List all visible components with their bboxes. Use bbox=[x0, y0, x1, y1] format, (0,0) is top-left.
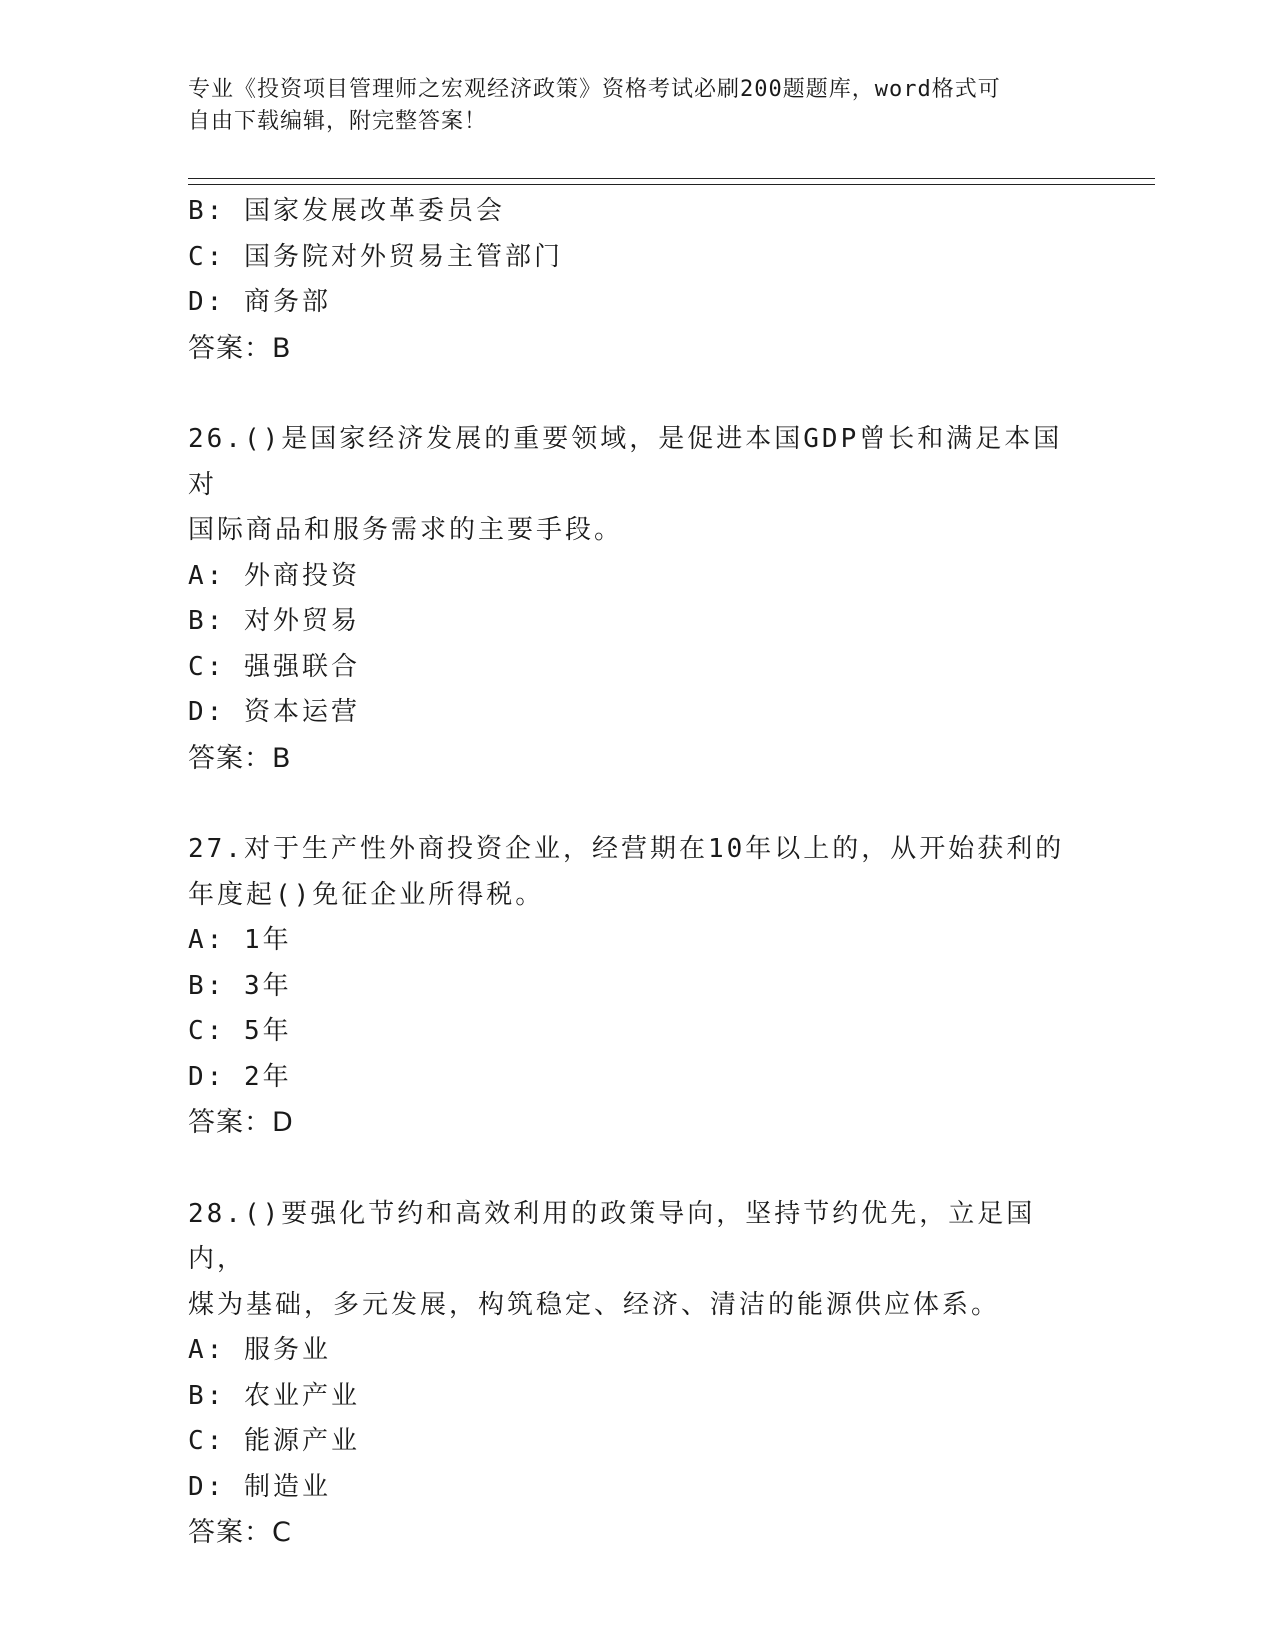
answer-line: 答案：B bbox=[188, 332, 292, 364]
document-header bbox=[188, 74, 1068, 138]
header-line-1: 专业《投资项目管理师之宏观经济政策》资格考试必刷200题题库，word格式可 bbox=[188, 77, 1001, 102]
option-b: B: 国家发展改革委员会 bbox=[188, 196, 505, 226]
question-stem-line-2: 煤为基础，多元发展，构筑稳定、经济、清洁的能源供应体系。 bbox=[188, 1289, 1001, 1320]
answer-line: 答案：B bbox=[188, 742, 292, 774]
option-d: D: 商务部 bbox=[188, 287, 331, 317]
question-stem-line-1: 27.对于生产性外商投资企业，经营期在10年以上的，从开始获利的 bbox=[188, 834, 1065, 864]
option-a: A: 1年 bbox=[188, 925, 292, 955]
option-b: B: 农业产业 bbox=[188, 1380, 360, 1411]
answer-line: 答案：C bbox=[188, 1517, 292, 1548]
option-b: B: 对外贸易 bbox=[188, 606, 360, 636]
question-stem-line-1: 28.()要强化节约和高效利用的政策导向，坚持节约优先，立足国内， bbox=[188, 1198, 1036, 1274]
option-b: B: 3年 bbox=[188, 970, 292, 1001]
option-a: A: 外商投资 bbox=[188, 560, 360, 591]
option-d: D: 资本运营 bbox=[188, 697, 360, 727]
header-divider-bottom bbox=[188, 184, 1155, 185]
question-stem-line-2: 国际商品和服务需求的主要手段。 bbox=[188, 515, 624, 545]
header-line-2: 自由下载编辑，附完整答案！ bbox=[188, 109, 488, 134]
option-a: A: 服务业 bbox=[188, 1335, 331, 1365]
question-27 bbox=[188, 827, 1088, 1146]
question-25 bbox=[188, 189, 1088, 371]
option-c: C: 强强联合 bbox=[188, 651, 360, 682]
question-stem-line-1: 26.()是国家经济发展的重要领域，是促进本国GDP曾长和满足本国对 bbox=[188, 424, 1063, 500]
question-list bbox=[188, 189, 1088, 1556]
spacer bbox=[188, 781, 1088, 827]
option-c: C: 能源产业 bbox=[188, 1426, 360, 1456]
option-d: D: 制造业 bbox=[188, 1471, 331, 1502]
spacer bbox=[188, 1146, 1088, 1192]
header-divider-top bbox=[188, 178, 1155, 179]
question-28 bbox=[188, 1192, 1088, 1556]
option-c: C: 5年 bbox=[188, 1016, 292, 1046]
answer-line: 答案：D bbox=[188, 1107, 294, 1138]
spacer bbox=[188, 371, 1088, 417]
question-26 bbox=[188, 417, 1088, 781]
option-d: D: 2年 bbox=[188, 1061, 292, 1092]
question-stem-line-2: 年度起()免征企业所得税。 bbox=[188, 879, 545, 910]
option-c: C: 国务院对外贸易主管部门 bbox=[188, 241, 563, 272]
